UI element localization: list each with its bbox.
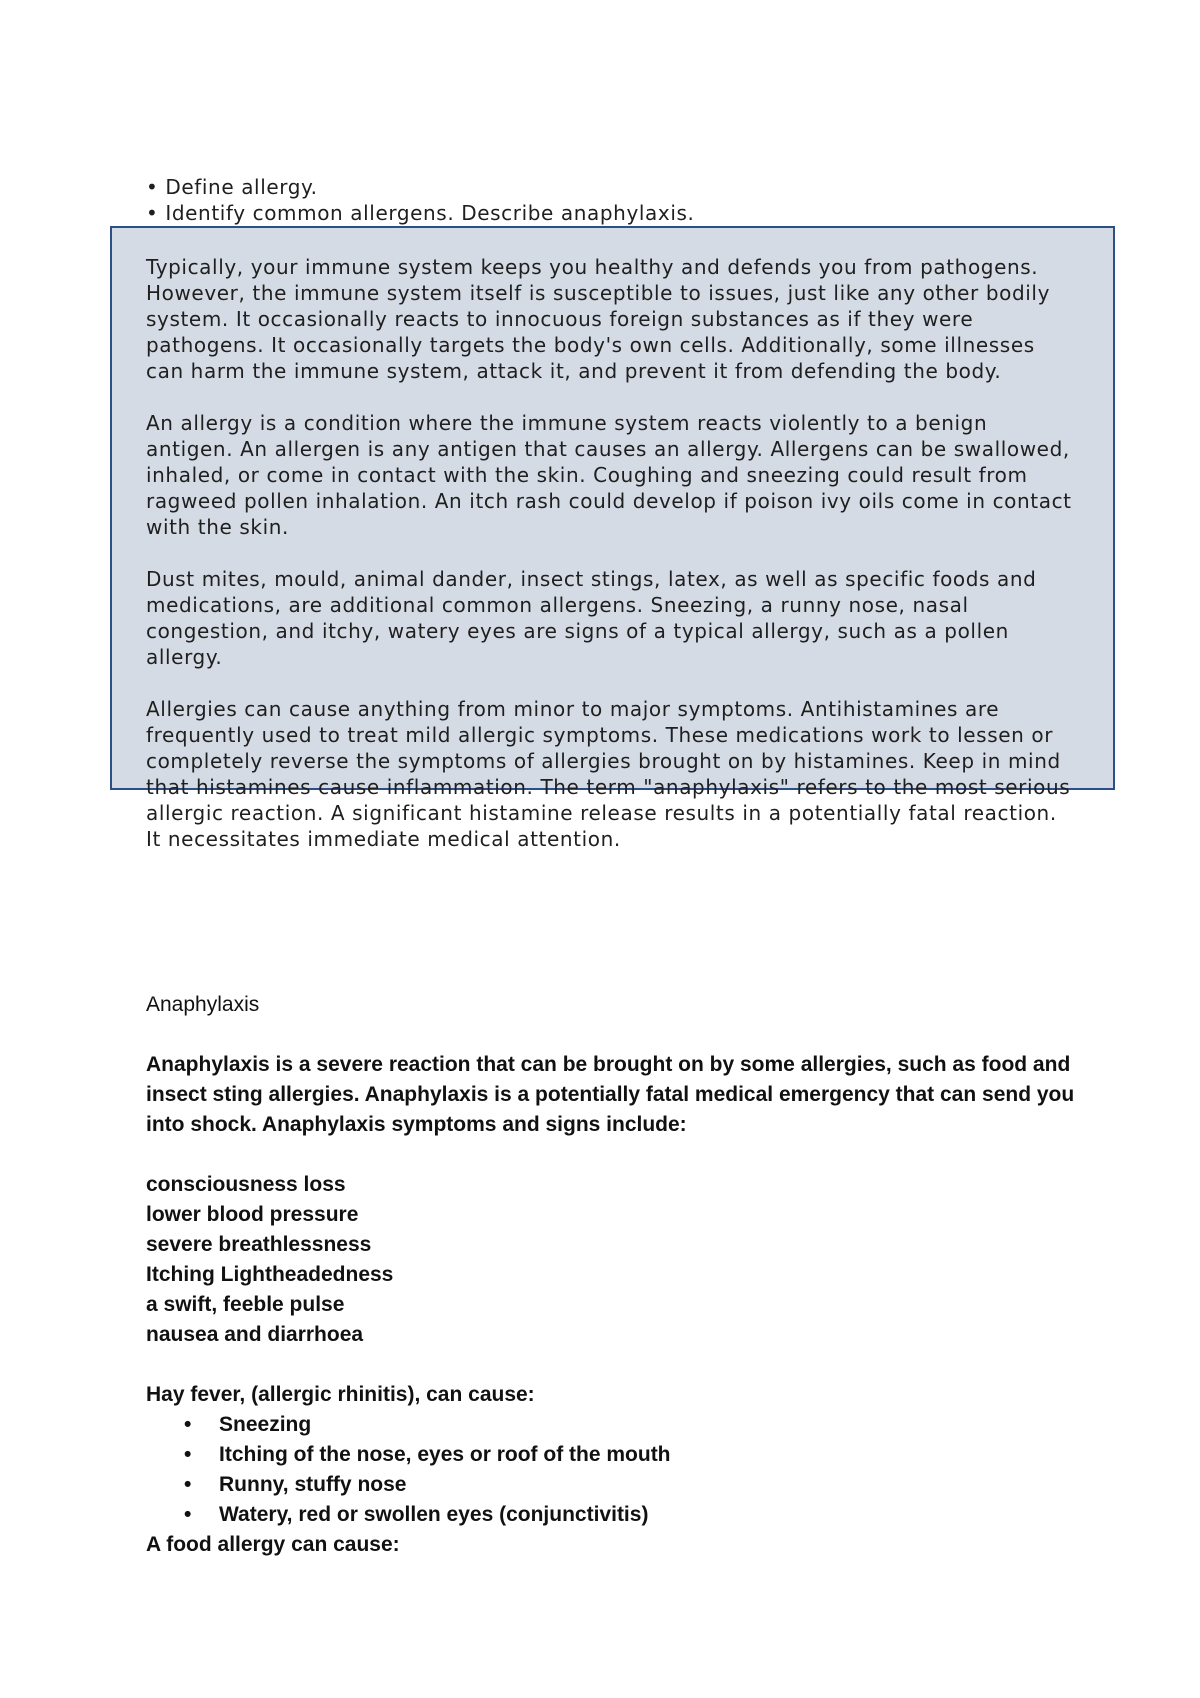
list-item-text: Watery, red or swollen eyes (conjunctivitis) bbox=[219, 1503, 649, 1526]
bullet-icon: • bbox=[184, 1413, 192, 1436]
objective-item: • Define allergy. bbox=[146, 175, 318, 199]
bullet-icon: • bbox=[184, 1503, 192, 1526]
learning-objectives bbox=[146, 174, 1106, 226]
paragraph-allergy-definition: An allergy is a condition where the immune system reacts violently to a benign antigen. An allergen is any antigen that causes an allergy. Allergens can be swallowed, inhaled, or come in contact with the skin. Coughing and sneezing could result from ragweed pollen inhalation. An itch rash could develop if poison ivy oils come in contact with the skin. bbox=[146, 411, 1072, 539]
food-allergy-label: A food allergy bbox=[146, 1533, 286, 1556]
food-allergy-line bbox=[146, 1530, 1106, 1560]
symptom-list bbox=[146, 1170, 1106, 1350]
body-text bbox=[146, 254, 1076, 878]
anaphylaxis-intro: Anaphylaxis is a severe reaction that can be brought on by some allergies, such as food and insect sting allergies. Anaphylaxis is a potentially fatal medical emergency that can send you into shock. Anaphylaxis symptoms and signs include: bbox=[146, 1053, 1075, 1136]
objective-item: • Identify common allergens. Describe anaphylaxis. bbox=[146, 201, 695, 225]
list-item: lower blood pressure bbox=[146, 1203, 359, 1226]
hay-fever-line bbox=[146, 1380, 1106, 1410]
hay-fever-rest: (allergic rhinitis), can cause: bbox=[245, 1383, 535, 1406]
list-item: a swift, feeble pulse bbox=[146, 1293, 345, 1316]
paragraph-common-allergens: Dust mites, mould, animal dander, insect stings, latex, as well as specific foods and medications, are additional common allergens. Sneezing, a runny nose, nasal congestion, and itchy, watery eyes are signs of a typical allergy, such as a pollen allergy. bbox=[146, 567, 1037, 669]
list-item: Itching Lightheadedness bbox=[146, 1263, 394, 1286]
list-item-text: Sneezing bbox=[219, 1413, 312, 1436]
hay-fever-list bbox=[146, 1410, 1106, 1530]
bullet-icon: • bbox=[184, 1443, 192, 1466]
anaphylaxis-section bbox=[146, 990, 1106, 1560]
list-item: nausea and diarrhoea bbox=[146, 1323, 364, 1346]
list-item-text: Runny, stuffy nose bbox=[219, 1473, 407, 1496]
list-item bbox=[146, 1410, 1106, 1440]
list-item bbox=[146, 1500, 1106, 1530]
hay-fever-label: Hay fever, bbox=[146, 1383, 246, 1406]
list-item bbox=[146, 1440, 1106, 1470]
section-heading: Anaphylaxis bbox=[146, 993, 260, 1016]
list-item-text: Itching of the nose, eyes or roof of the mouth bbox=[219, 1443, 671, 1466]
paragraph-immune-system: Typically, your immune system keeps you healthy and defends you from pathogens. However, the immune system itself is susceptible to issues, just like any other bodily system. It occasionally reacts to innocuous foreign substances as if they were pathogens. It occasionally targets the body's own cells. Additionally, some illnesses can harm the immune system, attack it, and prevent it from defending the body. bbox=[146, 255, 1051, 383]
list-item bbox=[146, 1470, 1106, 1500]
paragraph-symptoms-severity: Allergies can cause anything from minor to major symptoms. Antihistamines are frequently used to treat mild allergic symptoms. These medications work to lessen or completely reverse the symptoms of allergies brought on by histamines. Keep in mind that histamines cause inflammation. The term "anaphylaxis" refers to the most serious allergic reaction. A significant histamine release results in a potentially fatal reaction. It necessitates immediate medical attention. bbox=[146, 697, 1071, 851]
list-item: severe breathlessness bbox=[146, 1233, 372, 1256]
list-item: consciousness loss bbox=[146, 1173, 346, 1196]
food-allergy-rest: can cause: bbox=[285, 1533, 400, 1556]
bullet-icon: • bbox=[184, 1473, 192, 1496]
